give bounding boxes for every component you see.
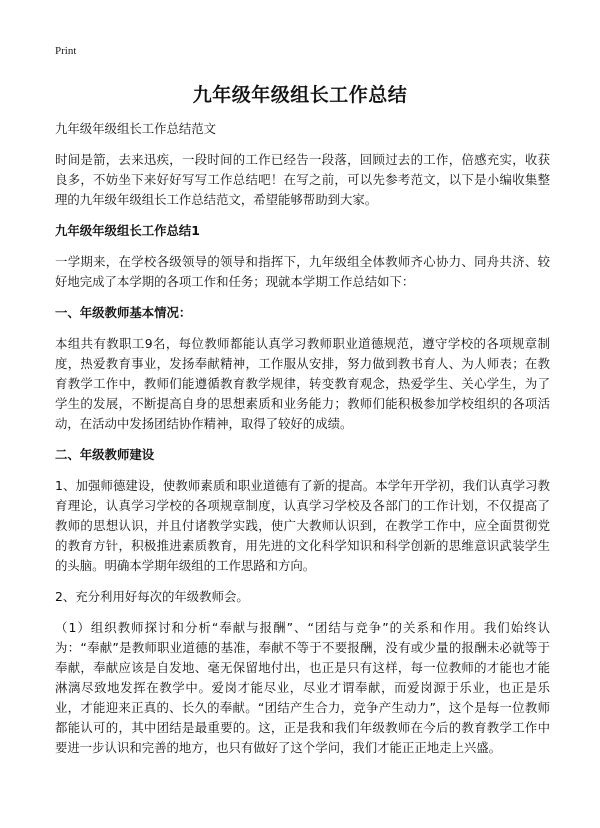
opening-paragraph: 一学期来，在学校各级领导的领导和指挥下，九年级组全体教师齐心协力、同舟共济、较好地完成了本学期的各项工作和任务；现就本学期工作总结如下：: [55, 254, 550, 289]
document-title: 九年级年级组长工作总结: [192, 84, 408, 106]
meeting-paragraph: 2、充分利用好每次的年级教师会。: [55, 589, 249, 604]
intro-paragraph: 时间是箭，去来迅疾，一段时间的工作已经告一段落，回顾过去的工作，倍感充实，收获良多，不妨坐下来好好写写工作总结吧！在写之前，可以先参考范文，以下是小编收集整理的九年级年级组长工作总结范文，希望能够帮助到大家。: [55, 152, 550, 207]
ethics-building-paragraph: 1、加强师德建设，使教师素质和职业道德有了新的提高。本学年开学初，我们认真学习教育理论，认真学习学校的各项规章制度，认真学习学校及各部门的工作计划，不仅提高了教师的思想认识，并且付诸教学实践，使广大教师认识到，在教学工作中，应全面贯彻党的教育方针，积极推进素质教育，用先进的文化科学知识和科学创新的思维意识武装学生的头脑。明确本学期年级组的工作思路和方向。: [55, 478, 550, 573]
heading-teacher-building: 二、年级教师建设: [55, 447, 155, 462]
heading-basic-situation: 一、年级教师基本情况：: [55, 305, 192, 320]
section-title: 九年级年级组长工作总结1: [55, 223, 200, 238]
dedication-paragraph: （1）组织教师探讨和分析“奉献与报酬”、“团结与竞争”的关系和作用。我们始终认为：“奉献”是教师职业道德的基准，奉献不等于不要报酬，没有或少量的报酬未必就等于奉献，奉献应该是自发地、毫无保留地付出，也正是只有这样，每一位教师的才能也才能淋漓尽致地发挥在教学中。爱岗才能尽业，尽业才谓奉献，而爱岗源于乐业，也正是乐业，才能迎来正真的、长久的奉献。“团结产生合力，竞争产生动力”，这个是每一位教师都能认可的，其中团结是最重要的。这，正是我和我们年级教师在今后的教育教学工作中要进一步认识和完善的地方，也只有做好了这个学问，我们才能正正地走上兴盛。: [55, 620, 550, 755]
document-body: [55, 119, 550, 769]
basic-situation-paragraph: 本组共有教职工9名，每位教师都能认真学习教师职业道德规范，遵守学校的各项规章制度，热爱教育事业，发扬奉献精神，工作服从安排，努力做到教书育人、为人师表；在教育教学工作中，教师们能遵循教育教学规律，转变教育观念，热爱学生、关心学生，为了学生的发展，不断提高自身的思想素质和业务能力；教师们能积极参加学校组织的各项活动，在活动中发扬团结协作精神，取得了较好的成绩。: [55, 336, 550, 431]
print-label: Print: [55, 45, 77, 57]
document-subtitle: 九年级年级组长工作总结范文: [55, 121, 217, 136]
